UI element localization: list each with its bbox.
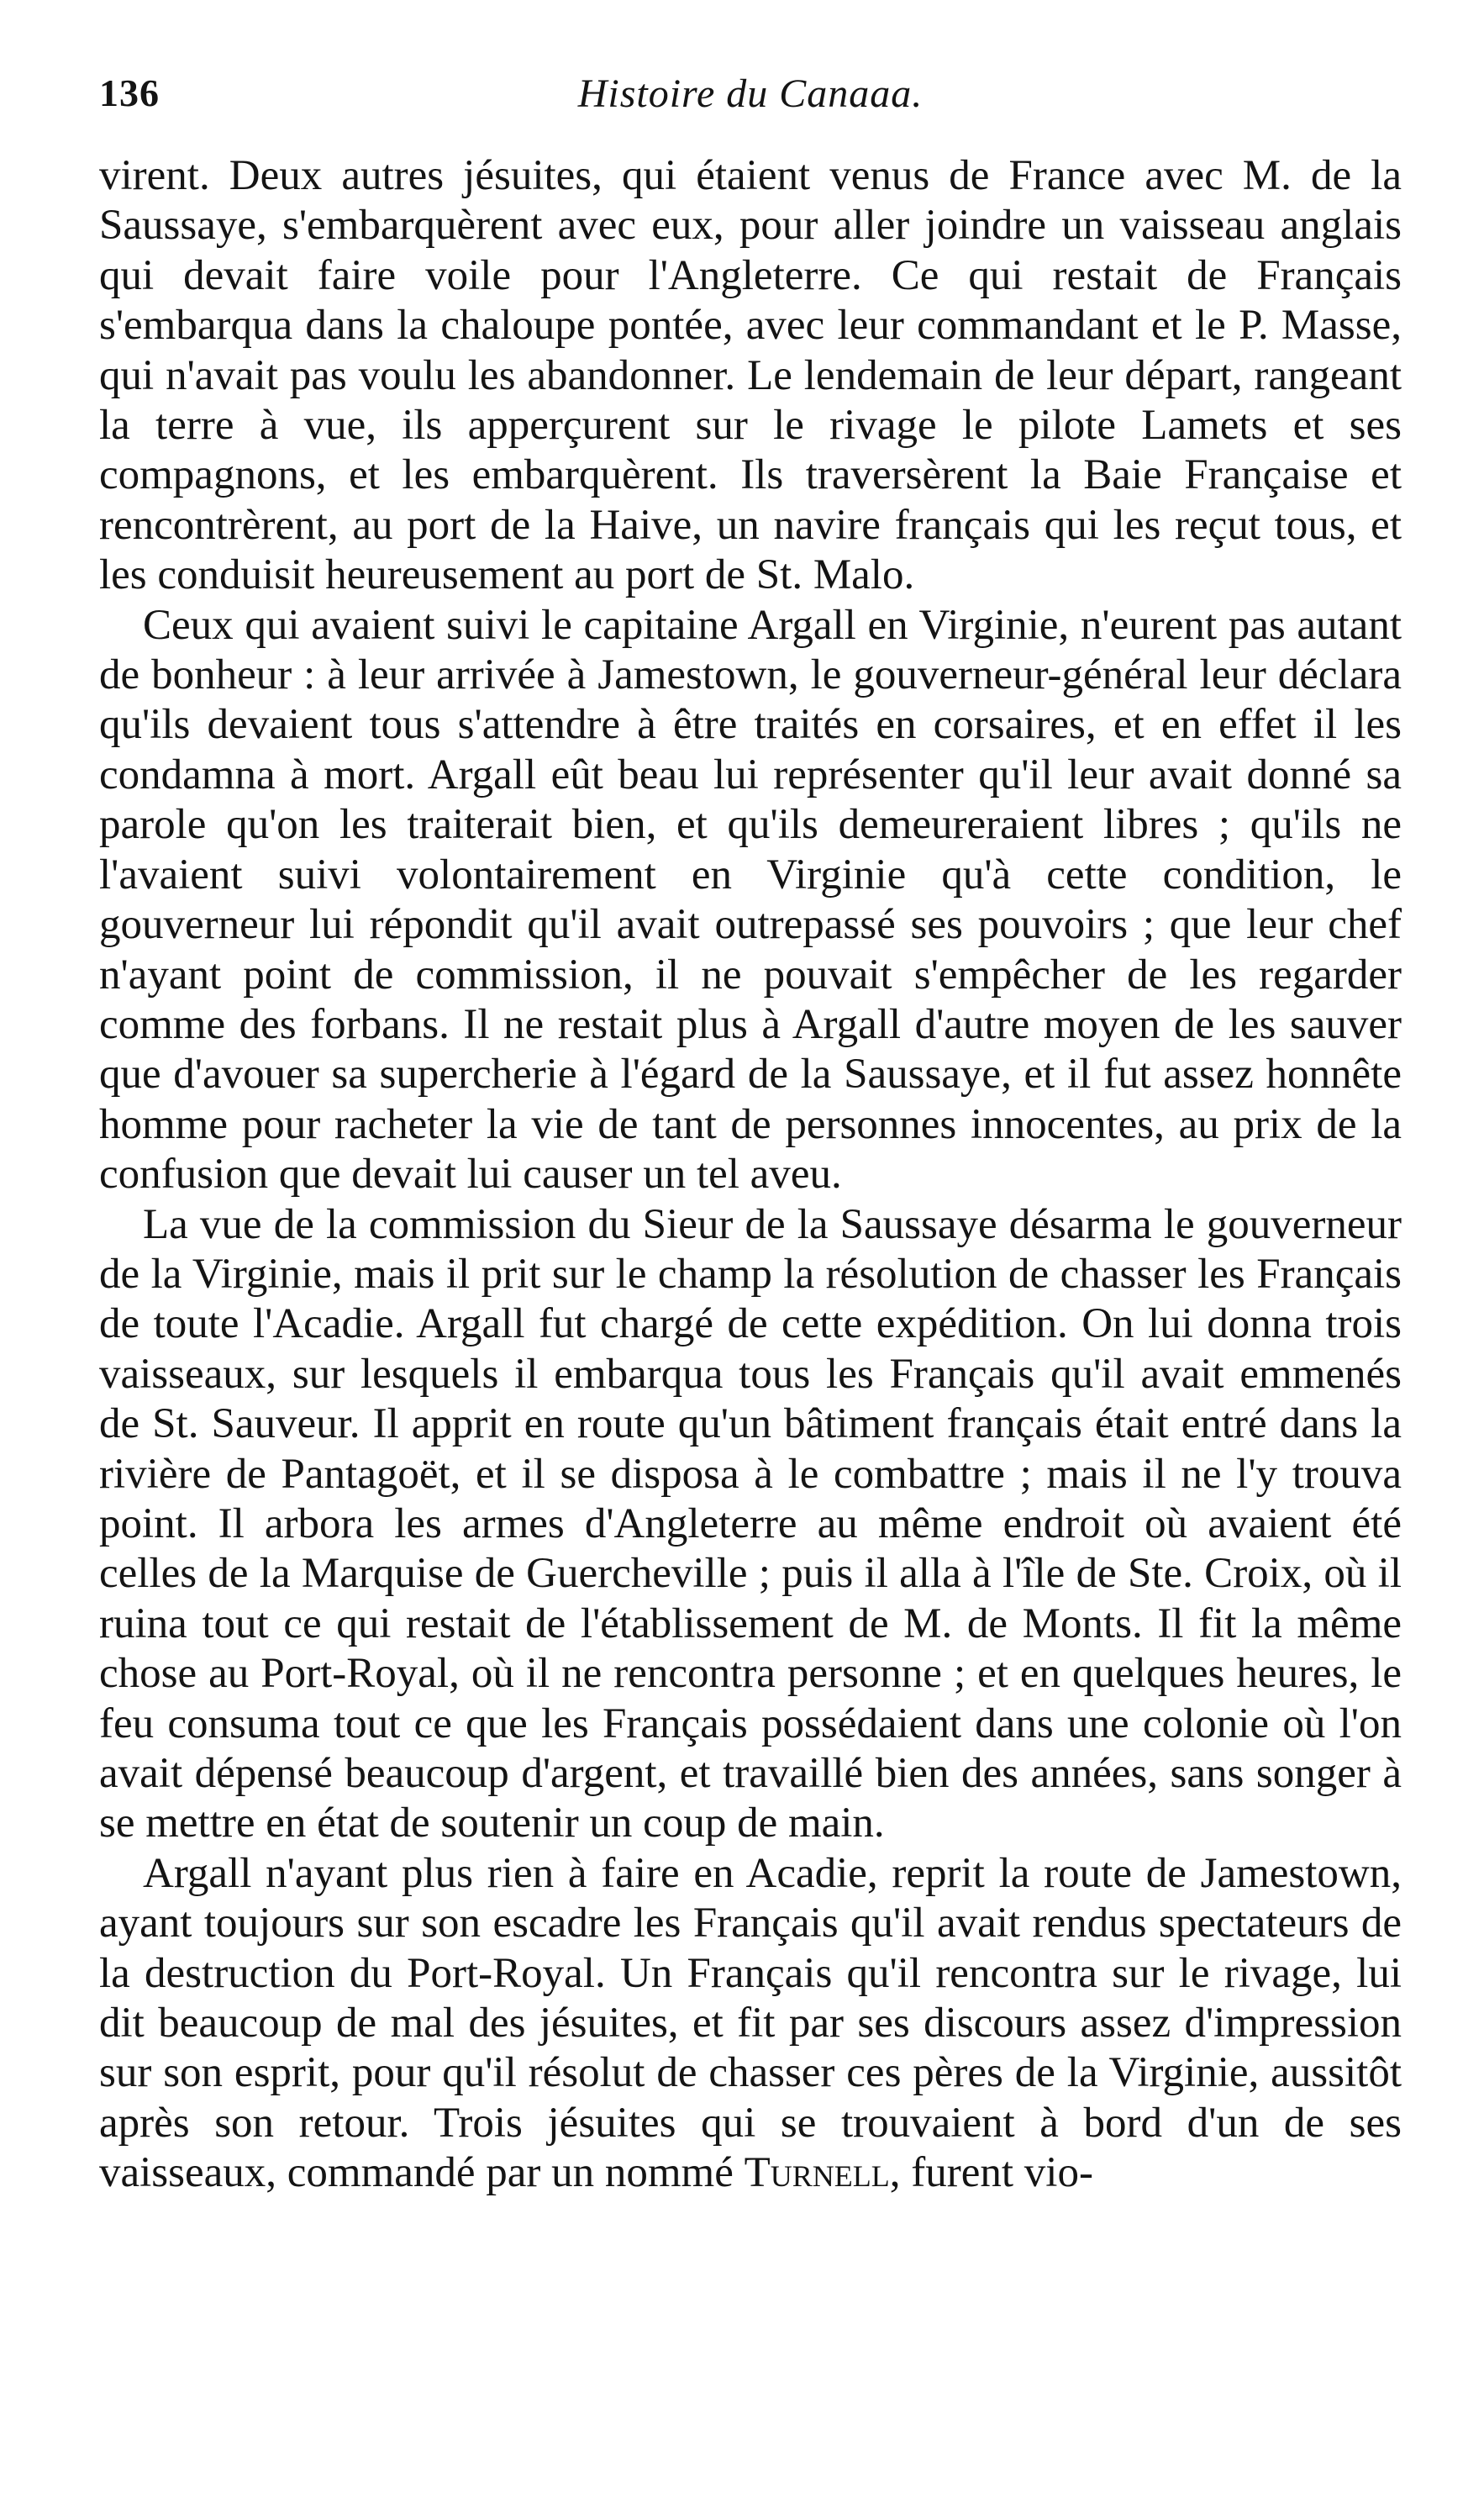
paragraph-text: Argall n'ayant plus rien à faire en Acadie, reprit la route de Jamestown, ayant toujours sur son escadre les Français qu'il avait rendus spectateurs de la destruction du Port-Royal. Un Français qu'il rencontra sur le rivage, lui dit beaucoup de mal des jésuites, et fit par ses discours assez d'impression sur son esprit, pour qu'il résolut de chasser ces pères de la Virginie, aussitôt après son retour. Trois jésuites qui se trouvaient à bord d'un de ses vaisseaux, commandé par un nommé: [99, 1849, 1402, 2197]
running-title: Histoire du Canaaa.: [577, 71, 924, 116]
paragraph-text: Ceux qui avaient suivi le capitaine Argall en Virginie, n'eurent pas autant de bonheur : à leur arrivée à Jamestown, le gouverneur-général leur déclara qu'ils devaient tous s'attendre à être traités en corsaires, et en effet il les condamna à mort. Argall eût beau lui représenter qu'il leur avait donné sa parole qu'on les traiterait bien, et qu'ils demeureraient libres ; qu'ils ne l'avaient suivi volontairement en Virginie qu'à cette condition, le gouverneur lui répondit qu'il avait outrepassé ses pouvoirs ; que leur chef n'ayant point de commission, il ne pouvait s'empêcher de les regarder comme des forbans. Il ne restait plus à Argall d'autre moyen de les sauver que d'avouer sa supercherie à l'égard de la Saussaye, et il fut assez honnête homme pour racheter la vie de tant de personnes innocentes, au prix de la confusion que devait lui causer un tel aveu.: [99, 601, 1402, 1199]
page-number: 136: [99, 71, 160, 114]
paragraph-text: La vue de la commission du Sieur de la Saussaye désarma le gouverneur de la Virginie, mais il prit sur le champ la résolution de chasser les Français de toute l'Acadie. Argall fut chargé de cette expédition. On lui donna trois vaisseaux, sur lesquels il embarqua tous les Français qu'il avait emmenés de St. Sauveur. Il apprit en route qu'un bâtiment français était entré dans la rivière de Pantagoët, et il se disposa à le combattre ; mais il ne l'y trouva point. Il arbora les armes d'Angleterre au même endroit où avaient été celles de la Marquise de Guercheville ; puis il alla à l'île de Ste. Croix, où il ruina tout ce qui restait de l'établissement de M. de Monts. Il fit la même chose au Port-Royal, où il ne rencontra personne ; et en quelques heures, le feu consuma tout ce que les Français possédaient dans une colonie où l'on avait dépensé beaucoup d'argent, et travaillé bien des années, sans songer à se mettre en état de soutenir un coup de main.: [99, 1200, 1402, 1847]
paragraph-argall-virginia: [99, 601, 1402, 1200]
paragraph-text: virent. Deux autres jésuites, qui étaient venus de France avec M. de la Saussaye, s'embarquèrent avec eux, pour aller joindre un vaisseau anglais qui devait faire voile pour l'Angleterre. Ce qui restait de Français s'embarqua dans la chaloupe pontée, avec leur commandant et le P. Masse, qui n'avait pas voulu les abandonner. Le lendemain de leur départ, rangeant la terre à vue, ils apperçurent sur le rivage le pilote Lamets et ses compagnons, et les embarquèrent. Ils traversèrent la Baie Française et rencontrèrent, au port de la Haive, un navire français qui les reçut tous, et les conduisit heureusement au port de St. Malo.: [99, 152, 1402, 599]
small-caps-name: Turnell: [744, 2149, 890, 2197]
running-head: [99, 71, 1402, 124]
paragraph-return-jamestown: [99, 1849, 1402, 2199]
body-text: [99, 151, 1402, 2199]
paragraph-continued: [99, 151, 1402, 601]
paragraph-text: , furent vio-: [889, 2149, 1093, 2197]
paragraph-commission: [99, 1200, 1402, 1849]
